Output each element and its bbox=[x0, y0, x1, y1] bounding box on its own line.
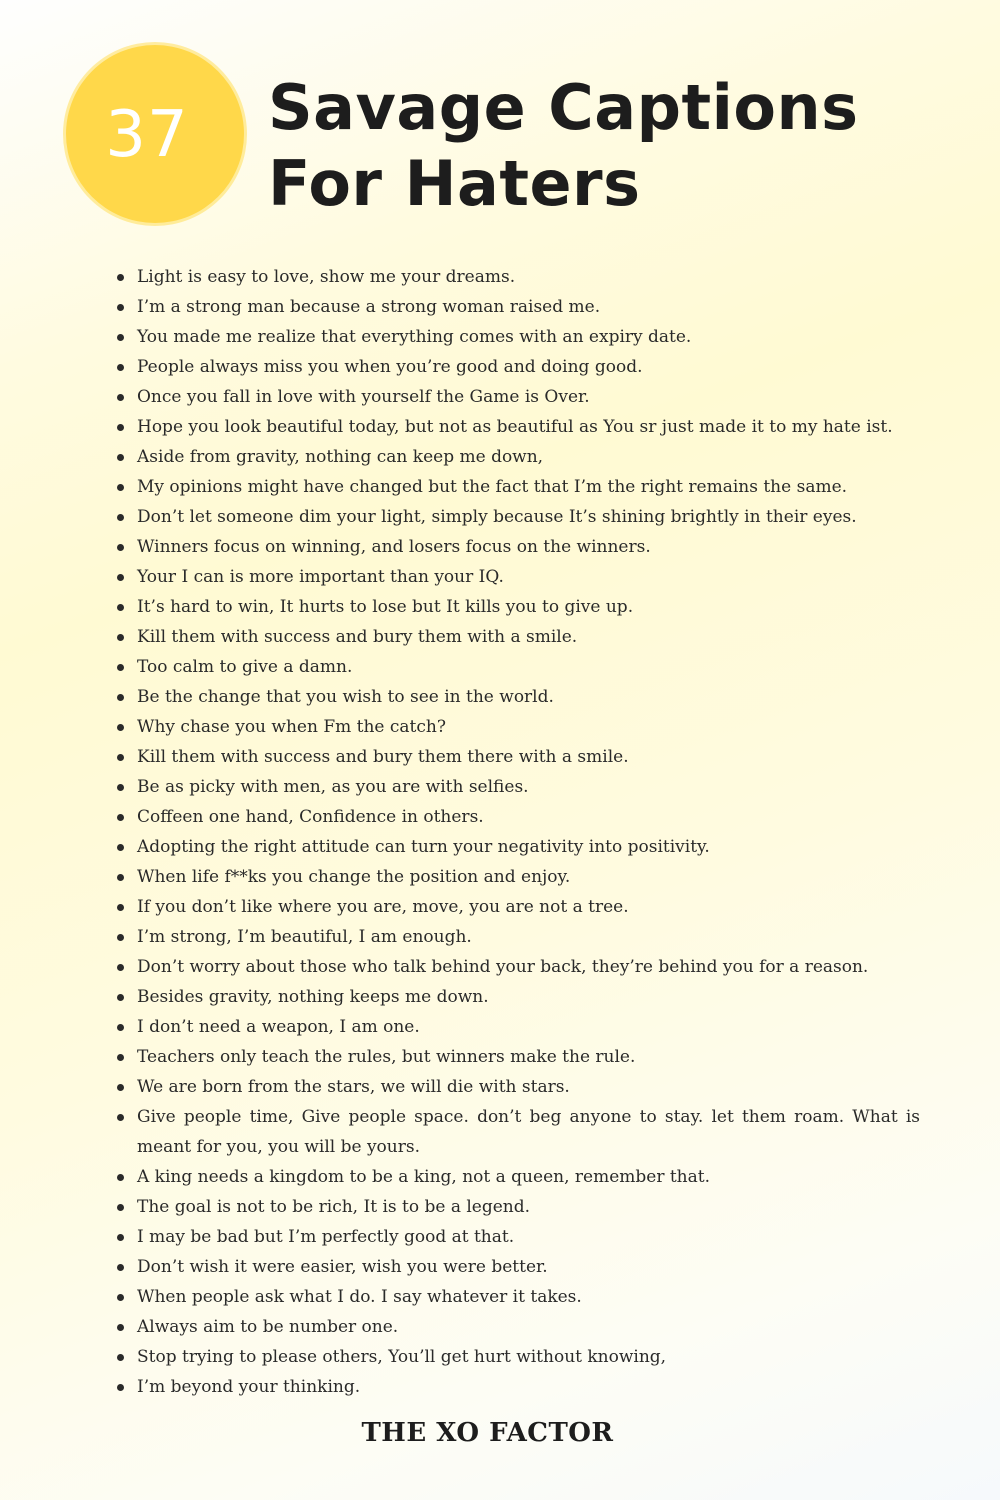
caption-item: When people ask what I do. I say whatever it takes. bbox=[137, 1282, 920, 1312]
caption-item: I’m beyond your thinking. bbox=[137, 1372, 920, 1402]
caption-item: I’m strong, I’m beautiful, I am enough. bbox=[137, 922, 920, 952]
caption-item: Be the change that you wish to see in the world. bbox=[137, 682, 920, 712]
title-line-2: For Haters bbox=[268, 147, 641, 220]
caption-item: The goal is not to be rich, It is to be a legend. bbox=[137, 1192, 920, 1222]
caption-item: Kill them with success and bury them with a smile. bbox=[137, 622, 920, 652]
caption-item: Don’t let someone dim your light, simply because It’s shining brightly in their eyes. bbox=[137, 502, 920, 532]
title-line-1: Savage Captions bbox=[268, 71, 859, 144]
caption-item: Kill them with success and bury them there with a smile. bbox=[137, 742, 920, 772]
caption-item: Aside from gravity, nothing can keep me down, bbox=[137, 442, 920, 472]
page-title bbox=[268, 70, 859, 222]
caption-item: If you don’t like where you are, move, you are not a tree. bbox=[137, 892, 920, 922]
caption-item: You made me realize that everything comes with an expiry date. bbox=[137, 322, 920, 352]
caption-item: Once you fall in love with yourself the Game is Over. bbox=[137, 382, 920, 412]
caption-item: People always miss you when you’re good and doing good. bbox=[137, 352, 920, 382]
caption-item: My opinions might have changed but the fact that I’m the right remains the same. bbox=[137, 472, 920, 502]
caption-item: Hope you look beautiful today, but not as beautiful as You sr just made it to my hate ist. bbox=[137, 412, 920, 442]
caption-item: I don’t need a weapon, I am one. bbox=[137, 1012, 920, 1042]
caption-item: Give people time, Give people space. don’t beg anyone to stay. let them roam. What is meant for you, you will be yours. bbox=[137, 1102, 920, 1162]
caption-item: I may be bad but I’m perfectly good at that. bbox=[137, 1222, 920, 1252]
caption-item: When life f**ks you change the position and enjoy. bbox=[137, 862, 920, 892]
caption-item: Adopting the right attitude can turn your negativity into positivity. bbox=[137, 832, 920, 862]
caption-item: A king needs a kingdom to be a king, not a queen, remember that. bbox=[137, 1162, 920, 1192]
caption-item: Teachers only teach the rules, but winners make the rule. bbox=[137, 1042, 920, 1072]
caption-item: Coffeen one hand, Confidence in others. bbox=[137, 802, 920, 832]
caption-item: Besides gravity, nothing keeps me down. bbox=[137, 982, 920, 1012]
caption-item: Why chase you when Fm the catch? bbox=[137, 712, 920, 742]
caption-item: Too calm to give a damn. bbox=[137, 652, 920, 682]
caption-item: Your I can is more important than your IQ. bbox=[137, 562, 920, 592]
brand-footer: THE XO FACTOR bbox=[361, 1418, 614, 1448]
number-badge bbox=[66, 45, 244, 223]
badge-number: 37 bbox=[105, 98, 189, 172]
caption-item: Don’t worry about those who talk behind your back, they’re behind you for a reason. bbox=[137, 952, 920, 982]
caption-item: Don’t wish it were easier, wish you were better. bbox=[137, 1252, 920, 1282]
caption-item: Light is easy to love, show me your dreams. bbox=[137, 262, 920, 292]
caption-item: I’m a strong man because a strong woman raised me. bbox=[137, 292, 920, 322]
caption-item: Be as picky with men, as you are with selfies. bbox=[137, 772, 920, 802]
caption-item: We are born from the stars, we will die with stars. bbox=[137, 1072, 920, 1102]
caption-item: Always aim to be number one. bbox=[137, 1312, 920, 1342]
caption-item: It’s hard to win, It hurts to lose but It kills you to give up. bbox=[137, 592, 920, 622]
caption-item: Stop trying to please others, You’ll get hurt without knowing, bbox=[137, 1342, 920, 1372]
caption-list bbox=[137, 262, 920, 1402]
caption-item: Winners focus on winning, and losers focus on the winners. bbox=[137, 532, 920, 562]
